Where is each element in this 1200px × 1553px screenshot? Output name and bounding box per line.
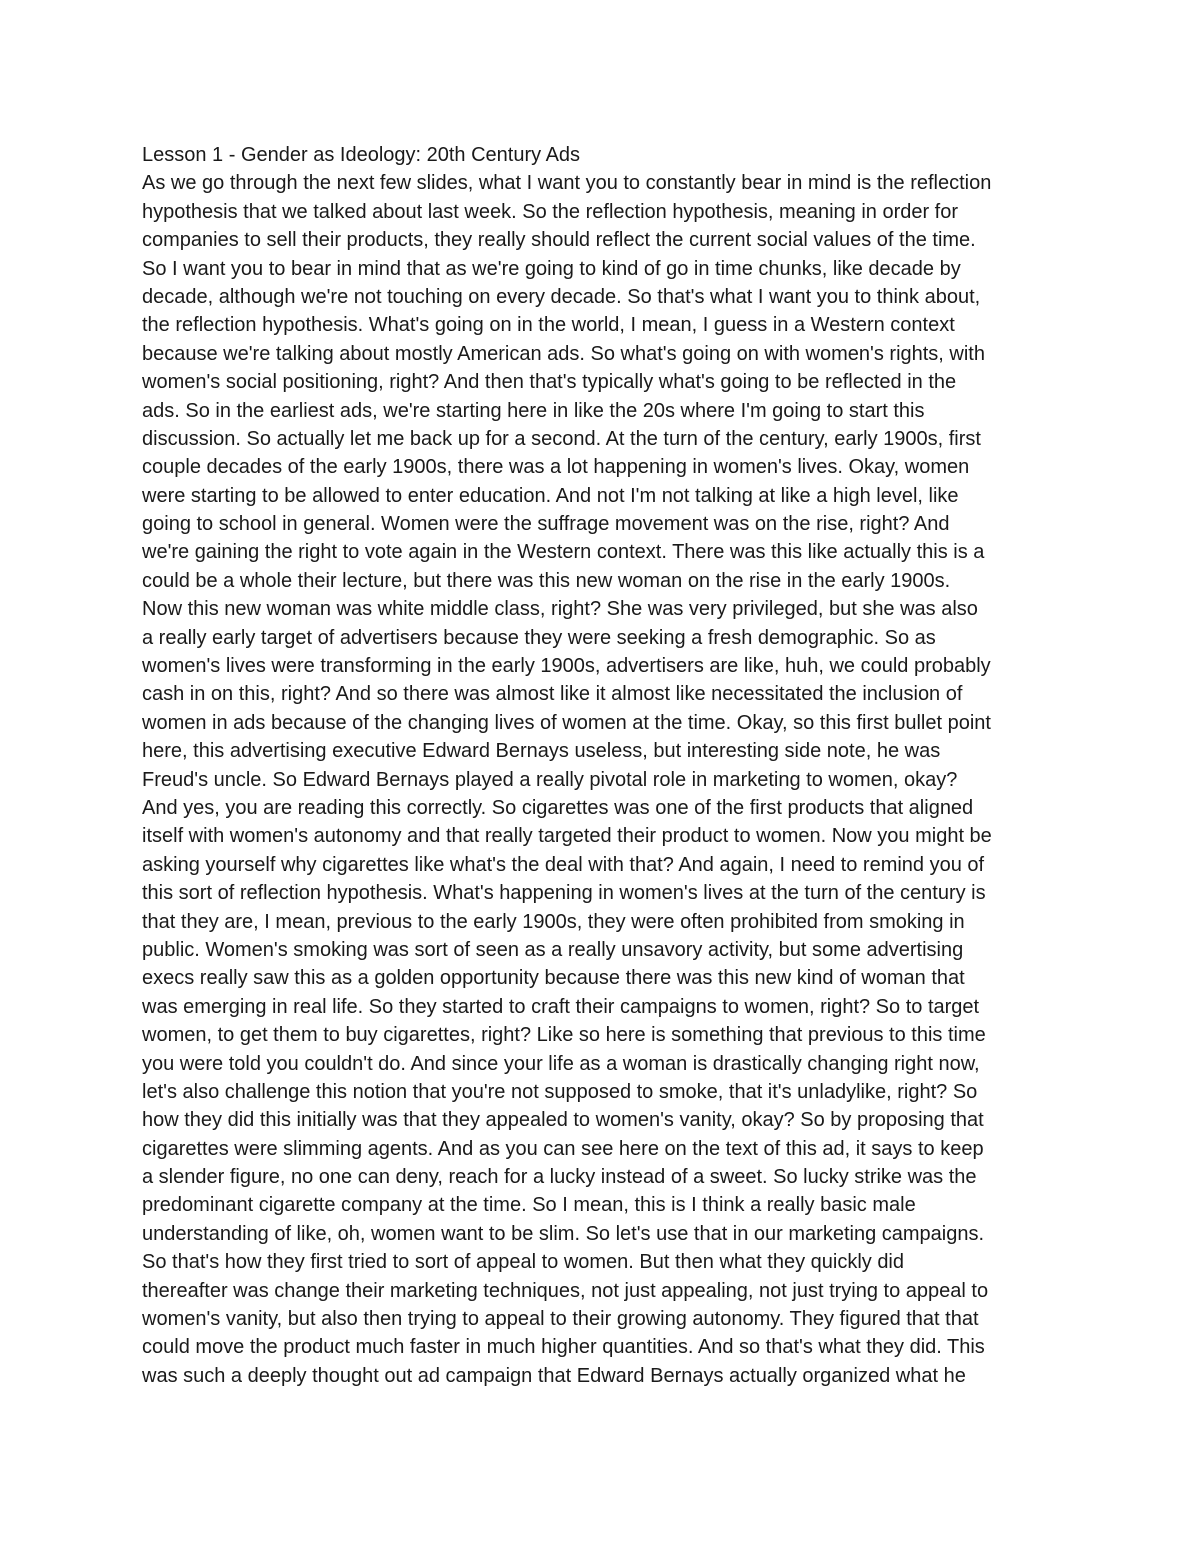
text-line: execs really saw this as a golden opportunity because there was this new kind of woman that bbox=[142, 967, 965, 990]
text-line: let's also challenge this notion that you're not supposed to smoke, that it's unladylike, right? So bbox=[142, 1080, 978, 1103]
text-line: Freud's uncle. So Edward Bernays played a really pivotal role in marketing to women, okay? bbox=[142, 768, 958, 791]
text-line: this sort of reflection hypothesis. What's happening in women's lives at the turn of the century is bbox=[142, 882, 986, 905]
text-line: women's vanity, but also then trying to appeal to their growing autonomy. They figured that that bbox=[142, 1308, 979, 1331]
text-line: And yes, you are reading this correctly. So cigarettes was one of the first products that aligned bbox=[142, 796, 974, 819]
text-line: predominant cigarette company at the time. So I mean, this is I think a really basic male bbox=[142, 1194, 916, 1217]
text-line: cigarettes were slimming agents. And as you can see here on the text of this ad, it says to keep bbox=[142, 1137, 984, 1160]
document-title: Lesson 1 - Gender as Ideology: 20th Century Ads bbox=[142, 144, 581, 166]
text-line: So I want you to bear in mind that as we're going to kind of go in time chunks, like decade by bbox=[142, 257, 961, 280]
text-line: was emerging in real life. So they started to craft their campaigns to women, right? So to target bbox=[142, 995, 980, 1018]
text-line: Now this new woman was white middle class, right? She was very privileged, but she was also bbox=[142, 598, 978, 621]
document-body bbox=[142, 141, 1082, 1390]
text-line: going to school in general. Women were the suffrage movement was on the rise, right? And bbox=[142, 513, 950, 536]
text-line: were starting to be allowed to enter education. And not I'm not talking at like a high level, like bbox=[142, 484, 959, 507]
text-line: hypothesis that we talked about last week. So the reflection hypothesis, meaning in order for bbox=[142, 200, 959, 223]
text-line: decade, although we're not touching on every decade. So that's what I want you to think about, bbox=[142, 285, 981, 308]
text-line: here, this advertising executive Edward Bernays useless, but interesting side note, he was bbox=[142, 740, 941, 763]
text-line: understanding of like, oh, women want to be slim. So let's use that in our marketing campaigns. bbox=[142, 1222, 985, 1245]
text-line: itself with women's autonomy and that really targeted their product to women. Now you might be bbox=[142, 825, 992, 848]
text-line: the reflection hypothesis. What's going on in the world, I mean, I guess in a Western context bbox=[142, 314, 955, 337]
text-line: asking yourself why cigarettes like what's the deal with that? And again, I need to remind you of bbox=[142, 853, 985, 876]
text-line: a really early target of advertisers because they were seeking a fresh demographic. So as bbox=[142, 626, 936, 649]
text-line: As we go through the next few slides, what I want you to constantly bear in mind is the reflection bbox=[142, 172, 992, 195]
text-line: couple decades of the early 1900s, there was a lot happening in women's lives. Okay, women bbox=[142, 456, 970, 479]
text-line: thereafter was change their marketing techniques, not just appealing, not just trying to appeal to bbox=[142, 1279, 989, 1302]
text-line: a slender figure, no one can deny, reach for a lucky instead of a sweet. So lucky strike was the bbox=[142, 1166, 977, 1189]
text-line: was such a deeply thought out ad campaign that Edward Bernays actually organized what he bbox=[142, 1364, 966, 1387]
text-line: you were told you couldn't do. And since your life as a woman is drastically changing right now, bbox=[142, 1052, 980, 1075]
text-line: women's lives were transforming in the early 1900s, advertisers are like, huh, we could probably bbox=[142, 655, 991, 678]
text-line: women in ads because of the changing lives of women at the time. Okay, so this first bullet point bbox=[142, 711, 991, 734]
text-line: could be a whole their lecture, but there was this new woman on the rise in the early 1900s. bbox=[142, 569, 951, 592]
text-line: we're gaining the right to vote again in the Western context. There was this like actually this is a bbox=[142, 541, 985, 564]
text-line: companies to sell their products, they really should reflect the current social values of the time. bbox=[142, 229, 976, 252]
text-line: discussion. So actually let me back up for a second. At the turn of the century, early 1900s, first bbox=[142, 427, 981, 450]
text-line: So that's how they first tried to sort of appeal to women. But then what they quickly did bbox=[142, 1251, 905, 1274]
text-line: how they did this initially was that they appealed to women's vanity, okay? So by proposing that bbox=[142, 1109, 984, 1132]
text-line: cash in on this, right? And so there was almost like it almost like necessitated the inclusion of bbox=[142, 683, 963, 706]
text-line: that they are, I mean, previous to the early 1900s, they were often prohibited from smoking in bbox=[142, 910, 965, 933]
text-line: because we're talking about mostly American ads. So what's going on with women's rights, with bbox=[142, 342, 985, 365]
text-line: women's social positioning, right? And then that's typically what's going to be reflected in the bbox=[142, 371, 957, 394]
text-line: ads. So in the earliest ads, we're starting here in like the 20s where I'm going to start this bbox=[142, 399, 925, 422]
text-line: could move the product much faster in much higher quantities. And so that's what they did. This bbox=[142, 1336, 985, 1359]
text-line: public. Women's smoking was sort of seen as a really unsavory activity, but some advertising bbox=[142, 938, 964, 961]
text-line: women, to get them to buy cigarettes, right? Like so here is something that previous to this time bbox=[142, 1024, 986, 1047]
